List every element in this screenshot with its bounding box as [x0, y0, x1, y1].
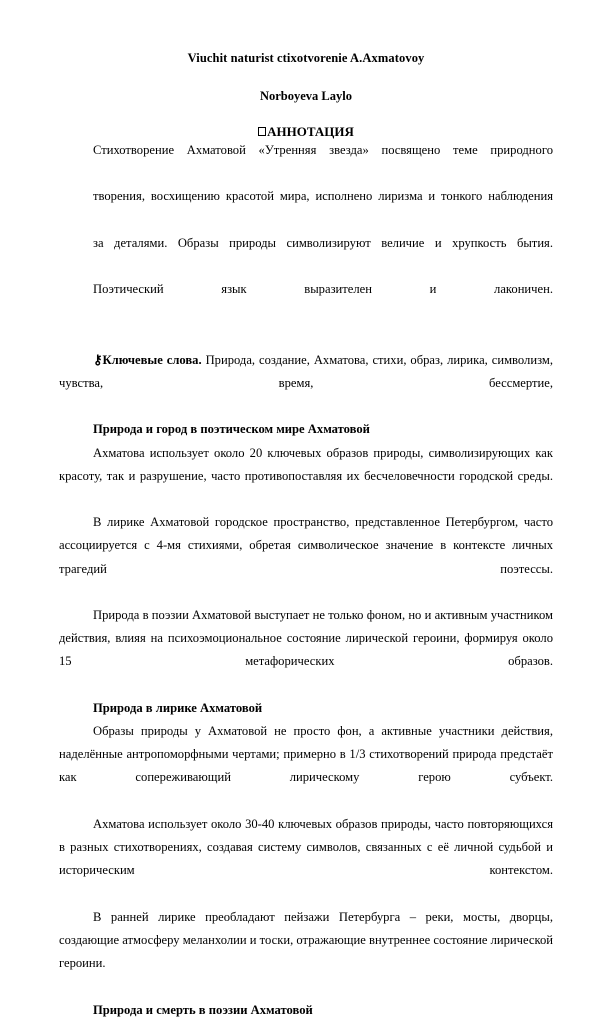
key-icon: ⚷ — [93, 351, 103, 367]
annotation-line: Стихотворение Ахматовой «Утренняя звезда» посвящено теме природного — [93, 143, 553, 157]
section-heading-nature-and-city: Природа и город в поэтическом мире Ахматовой — [93, 422, 370, 437]
section-heading-nature-and-death: Природа и смерть в поэзии Ахматовой — [93, 1002, 313, 1017]
section-paragraph: Природа в поэзии Ахматовой выступает не только фоном, но и активным участником действия, влияя на психоэмоциональное состояние лирической героини, формируя около 15 метафорических образов. — [59, 608, 553, 669]
author-name: Norboyeva Laylo — [259, 89, 352, 103]
annotation-heading-label: АННОТАЦИЯ — [267, 124, 354, 139]
annotation-line: Поэтический язык выразителен и лаконичен. — [93, 282, 553, 297]
annotation-line: за деталями. Образы природы символизируют величие и хрупкость бытия. — [93, 235, 553, 250]
annotation-heading — [59, 103, 553, 139]
keywords-label: Ключевые слова. — [102, 352, 202, 367]
keywords-line — [59, 348, 553, 419]
section-paragraph: Ахматова использует около 20 ключевых образов природы, символизирующих как красоту, так и разрушение, часто противопоставляя их бесчеловечности городской среды. — [59, 445, 553, 483]
document-content — [59, 0, 553, 1022]
annotation-line: творения, восхищению красотой мира, исполнено лиризма и тонкого наблюдения — [93, 189, 553, 204]
keywords-text: Природа, создание, Ахматова, стихи, образ, лирика, символизм, чувства, время, бессмертие, — [59, 352, 553, 391]
section-paragraph: Образы природы у Ахматовой не просто фон, а активные участники действия, наделённые антропоморфными чертами; примерно в 1/3 стихотворений природа предстаёт как сопереживающий лирическому герою субъект. — [59, 724, 553, 785]
annotation-paragraph — [59, 139, 553, 348]
section-paragraph: В лирике Ахматовой городское пространство, представленное Петербургом, часто ассоциируется с 4-мя стихиями, обретая символическое значение в контексте личных трагедий поэтессы. — [59, 515, 553, 576]
section-heading-nature-in-lyrics: Природа в лирике Ахматовой — [93, 700, 263, 715]
missing-glyph-box-icon — [258, 127, 266, 136]
section-paragraph: В ранней лирике преобладают пейзажи Петербурга – реки, мосты, дворцы, создающие атмосферу меланхолии и тоски, отражающие внутреннее состояние лирической героини. — [59, 909, 553, 971]
section-paragraph: Ахматова использует около 30-40 ключевых образов природы, часто повторяющихся в разных стихотворениях, создавая систему символов, связанных с её личной судьбой и историческим контекстом. — [59, 816, 553, 878]
page-title: Viuchit naturist ctixotvorenie A.Axmatovoy — [187, 51, 425, 65]
